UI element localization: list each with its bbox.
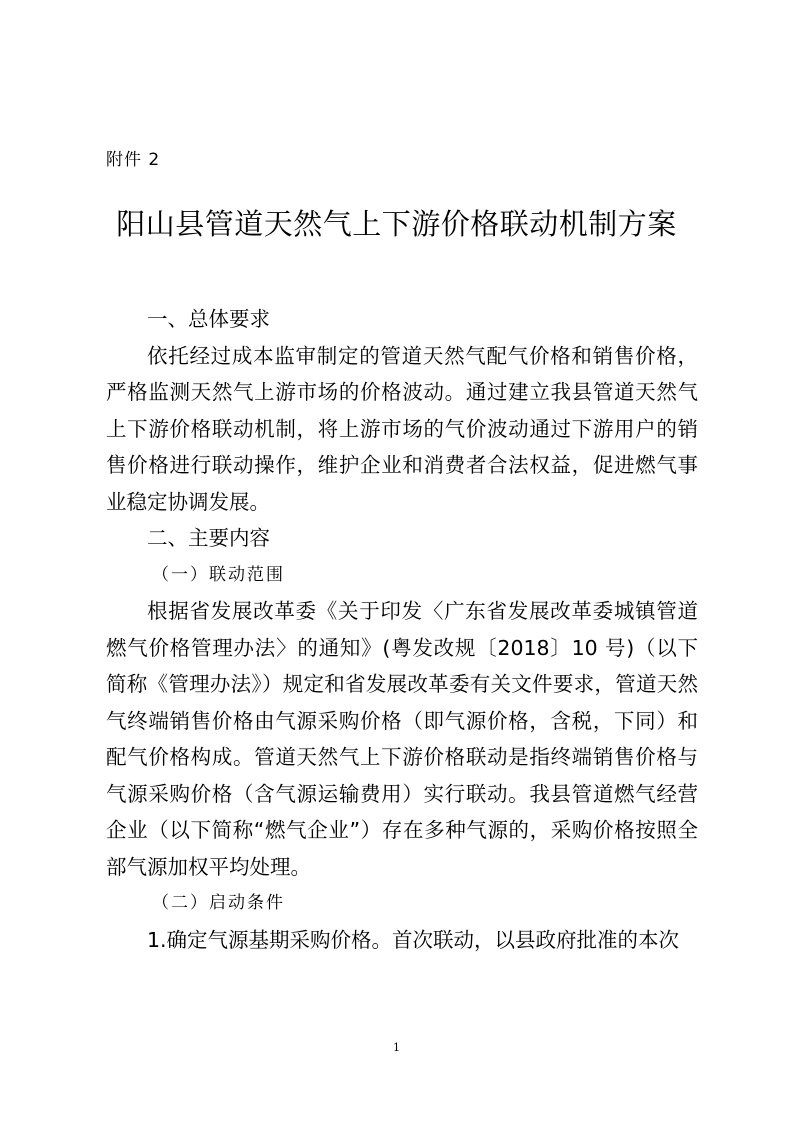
section-heading-main-content: 二、主要内容	[147, 526, 270, 550]
subsection-heading-start-conditions: （二）启动条件	[152, 893, 285, 913]
attachment-label: 附件 2	[106, 150, 161, 170]
section-heading-general-requirements: 一、总体要求	[147, 307, 270, 331]
paragraph-start-conditions: 1.确定气源基期采购价格。首次联动，以县政府批准的本次	[147, 927, 680, 952]
subsection-heading-linkage-scope: （一）联动范围	[152, 564, 285, 585]
paragraph-general-requirements: 依托经过成本监审制定的管道天然气配气价格和销售价格，严格监测天然气上游市场的价格波动。通过建立我县管道天然气上下游价格联动机制，将上游市场的气价波动通过下游用户的销售价格进行联动操作，维护企业和消费者合法权益，促进燃气事业稳定协调发展。	[106, 343, 698, 514]
document-body	[106, 301, 698, 958]
document-title: 阳山县管道天然气上下游价格联动机制方案	[116, 207, 677, 241]
page-number: 1	[393, 1041, 400, 1054]
paragraph-linkage-scope: 根据省发展改革委《关于印发〈广东省发展改革委城镇管道燃气价格管理办法〉的通知》(粤发改规〔2018〕10 号)（以下简称《管理办法》）规定和省发展改革委有关文件要求，管道天然气终端销售价格由气源采购价格（即气源价格，含税，下同）和配气价格构成。管道天然气上下游价格联动是指终端销售价格与气源采购价格（含气源运输费用）实行联动。我县管道燃气经营企业（以下简称“燃气企业”）存在多种气源的，采购价格按照全部气源加权平均处理。	[106, 599, 698, 879]
